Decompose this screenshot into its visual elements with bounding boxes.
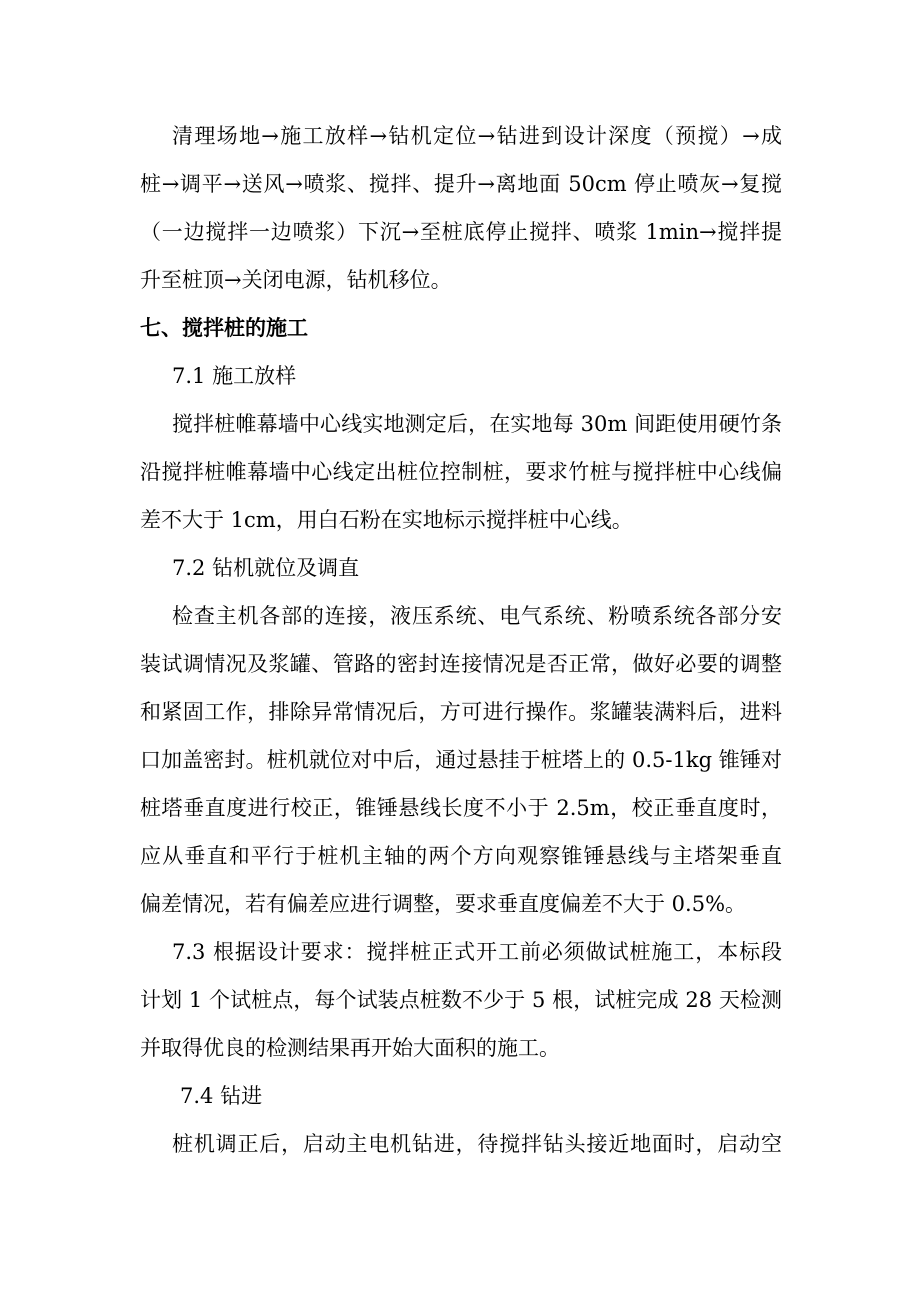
s71-line-3: 差不大于 1cm，用白石粉在实地标示搅拌桩中心线。 [140, 508, 633, 532]
s74-line-1: 桩机调正后，启动主电机钻进，待搅拌钻头接近地面时，启动空 [172, 1132, 782, 1156]
s72-line-6: 应从垂直和平行于桩机主轴的两个方向观察锥锤悬线与主塔架垂直 [140, 844, 782, 868]
s72-line-1: 检查主机各部的连接，液压系统、电气系统、粉喷系统各部分安 [172, 604, 782, 628]
process-flow-line-3: （一边搅拌一边喷浆）下沉→至桩底停止搅拌、喷浆 1min→搅拌提 [140, 220, 782, 244]
s72-line-3: 和紧固工作，排除异常情况后，方可进行操作。浆罐装满料后，进料 [140, 700, 782, 724]
s73-line-1: 7.3 根据设计要求：搅拌桩正式开工前必须做试桩施工，本标段 [172, 940, 782, 964]
process-flow-line-1: 清理场地→施工放样→钻机定位→钻进到设计深度（预搅）→成 [172, 124, 782, 148]
s73-line-2: 计划 1 个试桩点，每个试装点桩数不少于 5 根，试桩完成 28 天检测 [140, 988, 782, 1012]
s72-line-5: 桩塔垂直度进行校正，锥锤悬线长度不小于 2.5m，校正垂直度时， [140, 796, 782, 820]
subsection-title-7-2: 7.2 钻机就位及调直 [172, 556, 360, 580]
s72-line-2: 装试调情况及浆罐、管路的密封连接情况是否正常，做好必要的调整 [140, 652, 782, 676]
process-flow-line-2: 桩→调平→送风→喷浆、搅拌、提升→离地面 50cm 停止喷灰→复搅 [140, 172, 782, 196]
s72-line-4: 口加盖密封。桩机就位对中后，通过悬挂于桩塔上的 0.5-1kg 锥锤对 [140, 748, 782, 772]
section-heading: 七、搅拌桩的施工 [140, 315, 308, 340]
s71-line-2: 沿搅拌桩帷幕墙中心线定出桩位控制桩，要求竹桩与搅拌桩中心线偏 [140, 460, 782, 484]
s73-line-3: 并取得优良的检测结果再开始大面积的施工。 [140, 1036, 560, 1060]
s72-line-7: 偏差情况，若有偏差应进行调整，要求垂直度偏差不大于 0.5%。 [140, 892, 747, 916]
process-flow-line-4: 升至桩顶→关闭电源，钻机移位。 [140, 268, 452, 292]
subsection-title-7-1: 7.1 施工放样 [172, 364, 297, 388]
subsection-title-7-4: 7.4 钻进 [180, 1084, 263, 1108]
s71-line-1: 搅拌桩帷幕墙中心线实地测定后，在实地每 30m 间距使用硬竹条 [172, 412, 782, 436]
